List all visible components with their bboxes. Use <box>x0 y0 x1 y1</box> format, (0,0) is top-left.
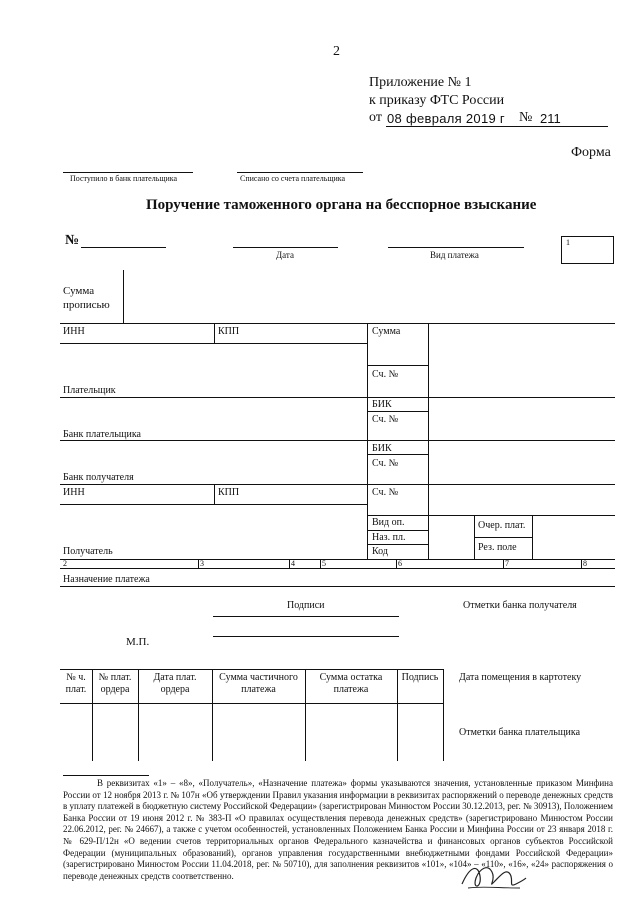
table-header-partial-sum-line2: платежа <box>241 684 276 695</box>
payer-bank-account-label: Сч. № <box>372 414 399 425</box>
payer-row-line <box>60 397 615 398</box>
form-label: Форма <box>571 145 611 160</box>
grid-top-line <box>60 323 615 324</box>
field-divider-5 <box>320 559 321 568</box>
table-header-order-no <box>92 672 138 696</box>
number-mark: № <box>65 233 80 248</box>
amount-words-label-2: прописью <box>63 299 110 311</box>
table-top-line <box>60 669 443 670</box>
recipient-bik-label: БИК <box>372 443 392 454</box>
footnote-text: В реквизитах «1» – «8», «Получатель», «Назначение платежа» формы указываются значения, установленные приказом Минфина России от 12 ноября 2013 г. № 107н «Об утверждении Правил указания информации в реквизитах распоряжений о переводе денежных средств в уплату платежей в бюджетную систему Российской Федерации» (зарегистрирован Минюстом России 30.12.2013, рег. № 30913), Положением Банка России от 19 июня 2012 г. № 383-П «О правилах осуществления перевода денежных средств» (зарегистрировано Минюстом России 22.06.2012, рег. № 24667), а также с учетом особенностей, установленных Положением Банка России и Минфина России от 23 января 2018 г. № 629-П/12н «О ведении счетов территориальных органов Федерального казначейства и финансовых органов субъектов Российской Федерации (муниципальных образований), органов управления государственными внебюджетными фондами Российской Федерации» (зарегистрировано Минюстом России 11.04.2018, рег. № 50710), для заполнения реквизитов «101», «104» – «110», «16», «24» распоряжения о переводе денежных средств соответственно. <box>63 778 613 881</box>
table-header-remaining-sum-line2: платежа <box>333 684 369 695</box>
inn-kpp-divider <box>214 323 215 343</box>
debited-label: Списано со счета плательщика <box>240 174 346 183</box>
grid-bottom-line <box>60 559 615 560</box>
order-number-prefix: № <box>519 110 533 125</box>
table-header-order-date-line2: ордера <box>160 684 190 695</box>
field-label-6: 6 <box>398 559 402 568</box>
recipient-inn-label: ИНН <box>63 487 85 498</box>
form-title: Поручение таможенного органа на бесспорное взыскание <box>146 197 537 213</box>
date-label: Дата <box>276 250 294 260</box>
field-divider-3 <box>198 559 199 568</box>
payer-bik-label: БИК <box>372 399 392 410</box>
code-label: Код <box>372 546 388 557</box>
budget-row-line <box>60 568 615 569</box>
grid-right-divider <box>428 323 429 559</box>
purpose-label: Назначение платежа <box>63 574 150 585</box>
debited-line <box>237 172 363 173</box>
payment-type-label: Вид платежа <box>430 250 479 260</box>
signature-line-1 <box>213 616 399 617</box>
order-number: 211 <box>540 111 561 126</box>
footnote-separator <box>63 775 149 776</box>
signatures-label: Подписи <box>287 600 325 611</box>
field-label-2: 2 <box>63 559 67 568</box>
amount-words-divider <box>123 270 124 323</box>
table-header-signature <box>397 672 443 684</box>
purpose-code-label: Наз. пл. <box>372 532 406 543</box>
field-label-7: 7 <box>505 559 509 568</box>
field-label-3: 3 <box>200 559 204 568</box>
table-header-remaining-sum-line1: Сумма остатка <box>319 672 383 683</box>
payer-kpp-label: КПП <box>218 326 240 337</box>
table-header-line <box>60 703 443 704</box>
recipient-label: Получатель <box>63 546 113 557</box>
appendix-line1: Приложение № 1 <box>369 75 472 90</box>
sum-row-line <box>367 365 428 366</box>
table-header-order-no-line2: ордера <box>100 684 130 695</box>
received-label: Поступило в банк плательщика <box>70 174 178 183</box>
account-row-line <box>367 515 615 516</box>
bik2-row-line <box>367 454 428 455</box>
recipient-bank-marks-label: Отметки банка получателя <box>463 600 577 611</box>
inn2-row-line <box>60 504 367 505</box>
order-date: 08 февраля 2019 г <box>387 111 505 126</box>
order-underline <box>386 126 608 127</box>
inn-row-line <box>60 343 367 344</box>
op-type-row-line <box>367 530 428 531</box>
priority-label: Очер. плат. <box>478 520 526 531</box>
reserve-label: Рез. поле <box>478 542 517 553</box>
number-line <box>81 247 166 248</box>
sum-label: Сумма <box>372 326 401 337</box>
page-number: 2 <box>333 44 340 59</box>
recipient-bank-row-line <box>60 484 615 485</box>
table-header-order-date-line1: Дата плат. <box>153 672 197 683</box>
recipient-kpp-label: КПП <box>218 487 240 498</box>
table-header-part-no-line1: № ч. <box>66 672 86 683</box>
appendix-from-prefix: от <box>369 110 382 125</box>
card-date-label: Дата помещения в картотеку <box>459 672 582 683</box>
form-code-label: 1 <box>566 238 570 247</box>
payer-bank-marks-label: Отметки банка плательщика <box>459 727 581 738</box>
field-label-5: 5 <box>322 559 326 568</box>
table-header-part-no-line2: плат. <box>65 684 87 695</box>
form-code-box <box>561 236 614 264</box>
field-divider-7 <box>503 559 504 568</box>
table-header-remaining-sum <box>305 672 397 696</box>
recipient-bank-label: Банк получателя <box>63 472 134 483</box>
table-header-partial-sum-line1: Сумма частичного <box>219 672 298 683</box>
signature-line-2 <box>213 636 399 637</box>
payment-type-line <box>388 247 524 248</box>
priority-value-divider <box>532 515 533 559</box>
field-label-8: 8 <box>583 559 587 568</box>
table-header-part-no <box>60 672 92 696</box>
payer-bank-label: Банк плательщика <box>63 429 141 440</box>
payer-inn-label: ИНН <box>63 326 85 337</box>
field-divider-4 <box>289 559 290 568</box>
handwritten-signature <box>458 858 528 894</box>
priority-row-line <box>474 537 532 538</box>
amount-words-label-1: Сумма <box>63 285 95 297</box>
appendix-line2: к приказу ФТС России <box>369 93 505 108</box>
table-header-order-no-line1: № плат. <box>98 672 132 683</box>
stamp-label: М.П. <box>126 636 150 648</box>
date-line <box>233 247 338 248</box>
recipient-account-label: Сч. № <box>372 487 399 498</box>
payer-bank-row-line <box>60 440 615 441</box>
recipient-bank-account-label: Сч. № <box>372 458 399 469</box>
table-col-divider-6 <box>443 669 444 761</box>
table-header-order-date <box>138 672 212 696</box>
purpose-code-row-line <box>367 544 428 545</box>
bik-row-line <box>367 411 428 412</box>
op-type-label: Вид оп. <box>372 517 405 528</box>
field-divider-6 <box>396 559 397 568</box>
inn-kpp-divider-2 <box>214 484 215 504</box>
payer-label: Плательщик <box>63 385 116 396</box>
payer-account-label: Сч. № <box>372 369 399 380</box>
field-divider-8 <box>581 559 582 568</box>
received-line <box>63 172 193 173</box>
grid-mid-divider <box>367 323 368 559</box>
table-header-signature-line1: Подпись <box>401 672 439 683</box>
purpose-line <box>60 586 615 587</box>
field-label-4: 4 <box>291 559 295 568</box>
table-header-partial-sum <box>212 672 305 696</box>
